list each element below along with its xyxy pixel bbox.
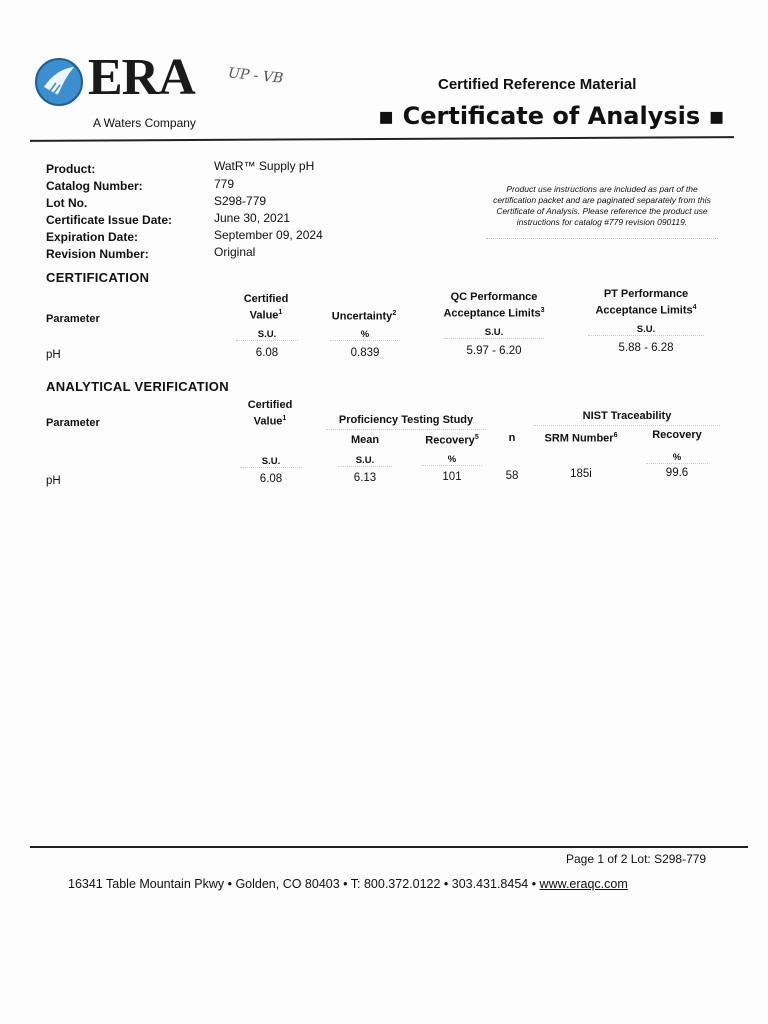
anal-col-mean: Mean (350, 434, 380, 446)
info-value-catalog: 779 (214, 177, 235, 191)
anal-unit-mean: S.U. (338, 455, 392, 467)
info-label-catalog: Catalog Number: (46, 179, 143, 193)
info-value-lot: S298-779 (214, 194, 267, 208)
anal-row-parameter: pH (46, 475, 61, 487)
document-subtitle: Certified Reference Material (438, 76, 637, 93)
header-divider (30, 136, 734, 142)
anal-col-recovery: Recovery$^5$ (425, 434, 479, 447)
anal-group-proficiency: Proficiency Testing Study (326, 413, 486, 430)
info-value-expiration: September 09, 2024 (214, 228, 323, 242)
info-label-issue-date: Certificate Issue Date: (46, 213, 173, 227)
info-value-product: WatR™ Supply pH (214, 159, 315, 173)
handwritten-note: UP - VB (227, 65, 284, 87)
footer-address (68, 877, 628, 891)
anal-unit-nist-recovery: % (646, 452, 708, 464)
anal-col-srm: SRM Number$^6$ (544, 432, 618, 445)
page-number: Page 1 of 2 Lot: S298-779 (566, 852, 707, 866)
brand-wordmark: ERA (88, 49, 195, 106)
cert-col-qc-limits: QC Performance Acceptance Limits$^3$ (443, 291, 545, 320)
cert-col-parameter: Parameter (46, 313, 100, 325)
anal-row-certified: 6.08 (259, 473, 283, 485)
anal-col-n: n (508, 432, 516, 444)
cert-unit-uncertainty: % (330, 329, 400, 341)
anal-col-certified: Certified Value$^1$ (247, 399, 293, 428)
cert-unit-pt: S.U. (588, 324, 704, 336)
info-label-product: Product: (46, 162, 96, 176)
brand-tagline: A Waters Company (93, 116, 196, 130)
anal-row-recovery: 101 (442, 471, 462, 483)
info-label-expiration: Expiration Date: (46, 230, 139, 244)
info-value-revision: Original (214, 245, 256, 259)
info-value-issue-date: June 30, 2021 (214, 211, 291, 225)
anal-row-n: 58 (505, 470, 519, 482)
cert-row-uncertainty: 0.839 (350, 347, 380, 359)
cert-unit-certified: S.U. (236, 329, 298, 341)
info-label-lot: Lot No. (46, 196, 88, 210)
footer-address-text: 16341 Table Mountain Pkwy • Golden, CO 80403 • T: 800.372.0122 • 303.431.8454 • (68, 877, 540, 891)
anal-group-nist: NIST Traceability (534, 409, 720, 426)
footer-divider (30, 846, 748, 848)
anal-row-mean: 6.13 (353, 472, 377, 484)
anal-unit-certified: S.U. (240, 456, 302, 468)
cert-col-certified: Certified Value$^1$ (243, 293, 289, 322)
cert-unit-qc: S.U. (444, 327, 544, 339)
era-logo-icon (34, 57, 84, 107)
anal-col-nist-recovery: Recovery (652, 429, 702, 441)
cert-row-pt: 5.88 - 6.28 (618, 342, 674, 354)
website-link[interactable]: www.eraqc.com (539, 877, 628, 891)
cert-row-parameter: pH (46, 349, 61, 361)
anal-unit-recovery: % (422, 454, 482, 466)
analytical-heading: ANALYTICAL VERIFICATION (46, 379, 229, 394)
anal-row-nist-recovery: 99.6 (665, 467, 689, 479)
anal-col-parameter: Parameter (46, 417, 100, 429)
certification-heading: CERTIFICATION (46, 270, 150, 285)
cert-row-qc: 5.97 - 6.20 (466, 345, 522, 357)
cert-row-certified: 6.08 (255, 347, 279, 359)
cert-col-pt-limits: PT Performance Acceptance Limits$^4$ (595, 288, 697, 317)
document-title: ▪ Certificate of Analysis ▪ (378, 102, 725, 130)
instructions-note: Product use instructions are included as part of the certification packet and are paginated separately from this Certificate of Analysis. Please reference the product use instructions for catalog #779 revision 090119. (486, 184, 718, 239)
anal-row-srm: 185i (570, 468, 592, 480)
cert-col-uncertainty: Uncertainty$^2$ (331, 310, 397, 323)
info-label-revision: Revision Number: (46, 247, 149, 261)
